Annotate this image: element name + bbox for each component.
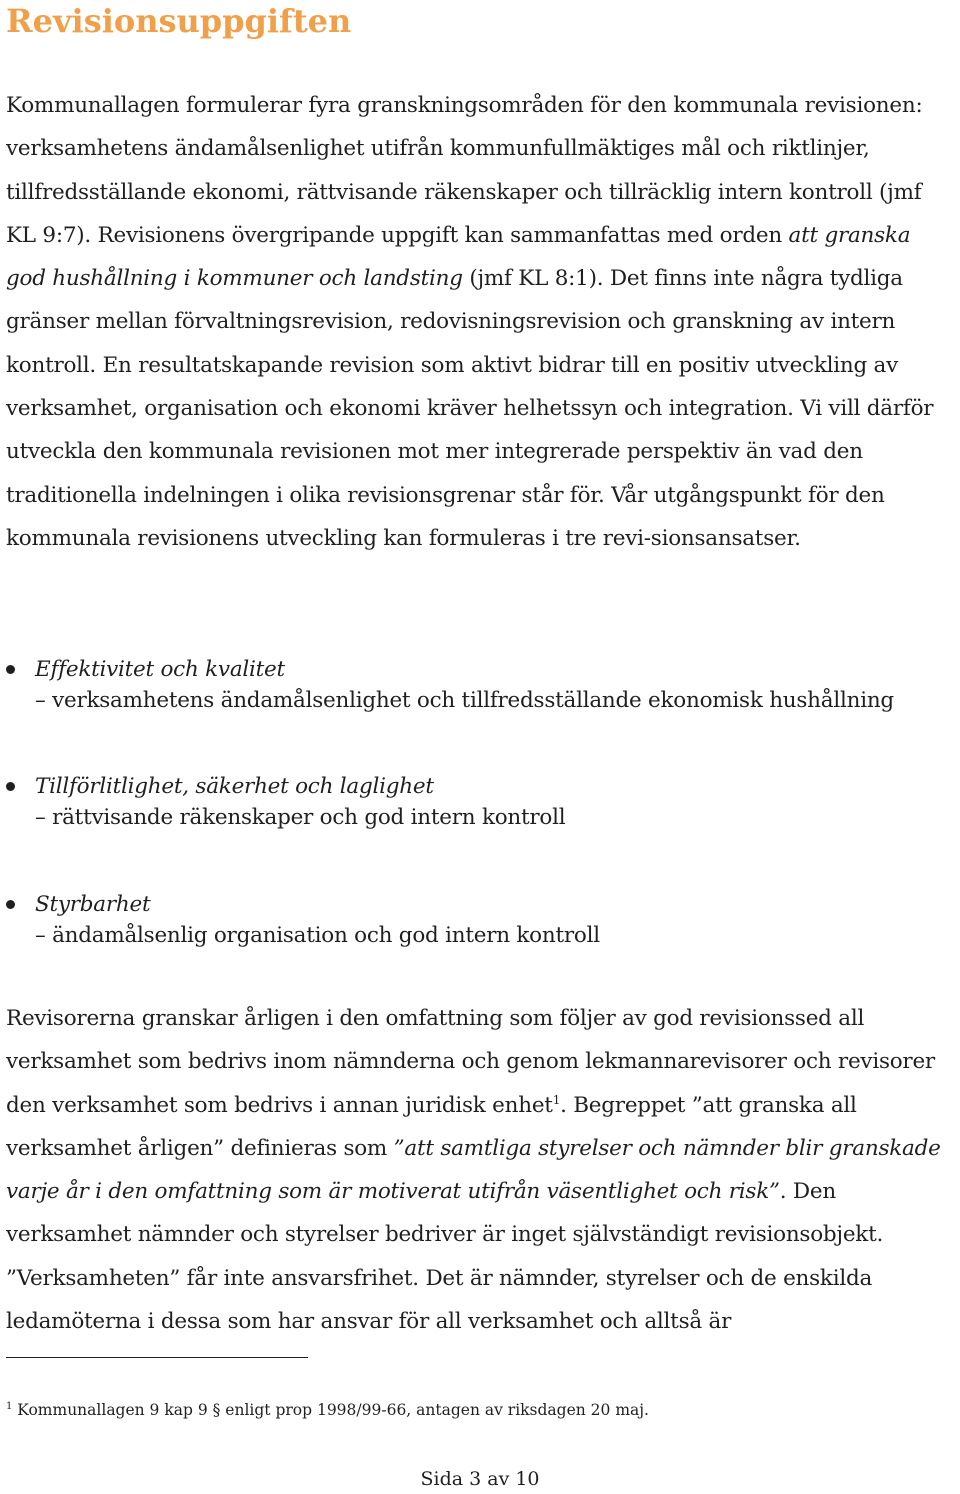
list-item-title: Tillförlitlighet, säkerhet och laglighet — [35, 774, 434, 799]
bullet-icon — [6, 900, 15, 909]
footnote-marker: 1 — [6, 1400, 13, 1412]
intro-text-2: (jmf KL 8:1). Det finns inte några tydliga gränser mellan förvaltningsrevision, redovisningsrevision och granskning av intern kontroll. En resultatskapande revision som aktivt bidrar till en positiv utveckling av verksamhet, organisation och ekonomi kräver helhetssyn och integration. Vi vill därför utveckla den kommunala revisionen mot mer integrerade perspektiv än vad den traditionella indelningen i olika revisionsgrenar står för. Vår utgångspunkt för den kommunala revisionens utveckling kan formuleras i tre revi-sionsansatser. — [6, 266, 934, 551]
list-item-title: Effektivitet och kvalitet — [35, 657, 285, 682]
bullet-icon — [6, 665, 15, 674]
list-item-title: Styrbarhet — [35, 892, 151, 917]
page-number: Sida 3 av 10 — [420, 1468, 540, 1490]
intro-emphasis: att granska god hushållning i kommuner och landsting — [6, 222, 911, 292]
footnote-divider — [6, 1357, 308, 1358]
intro-paragraph — [6, 84, 956, 560]
audit-text-3: . Den verksamhet nämnder och styrelser bedriver är inget självständigt revisionsobjekt. ”Verksamheten” får inte ansvarsfrihet. Det är nämnder, styrelser och de enskilda ledamöterna i dessa som har ansvar för all verksamhet och alltså är — [6, 1179, 884, 1335]
list-item-description: – rättvisande räkenskaper och god intern kontroll — [35, 805, 566, 830]
footnote-reference[interactable]: 1 — [552, 1092, 561, 1107]
audit-emphasis: ”att samtliga styrelser och nämnder blir granskade varje år i den omfattning som är motiverat utifrån väsentlighet och risk” — [6, 1135, 941, 1205]
footnote — [6, 1399, 649, 1421]
audit-text-2: . Begreppet ”att granska all verksamhet årligen” definieras som — [6, 1092, 857, 1161]
list-item-description: – ändamålsenlig organisation och god intern kontroll — [35, 923, 600, 948]
bullet-icon — [6, 782, 15, 791]
list-item-description: – verksamhetens ändamålsenlighet och tillfredsställande ekonomisk hushållning — [35, 688, 894, 713]
page-heading: Revisionsuppgiften — [6, 2, 352, 40]
footnote-text: Kommunallagen 9 kap 9 § enligt prop 1998/99-66, antagen av riksdagen 20 maj. — [12, 1401, 649, 1419]
intro-text-1: Kommunallagen formulerar fyra granskningsområden för den kommunala revisionen: verksamhetens ändamålsenlighet utifrån kommunfullmäktiges mål och riktlinjer, tillfredsställande ekonomi, rättvisande räkenskaper och tillräcklig intern kontroll (jmf KL 9:7). Revisionens övergripande uppgift kan sammanfattas med orden — [6, 93, 923, 248]
audit-text-1: Revisorerna granskar årligen i den omfattning som följer av god revisionssed all verksamhet som bedrivs inom nämnderna och genom lekmannarevisorer och revisorer den verksamhet som bedrivs i annan juridisk enhet — [6, 1006, 935, 1118]
audit-paragraph — [6, 997, 956, 1343]
